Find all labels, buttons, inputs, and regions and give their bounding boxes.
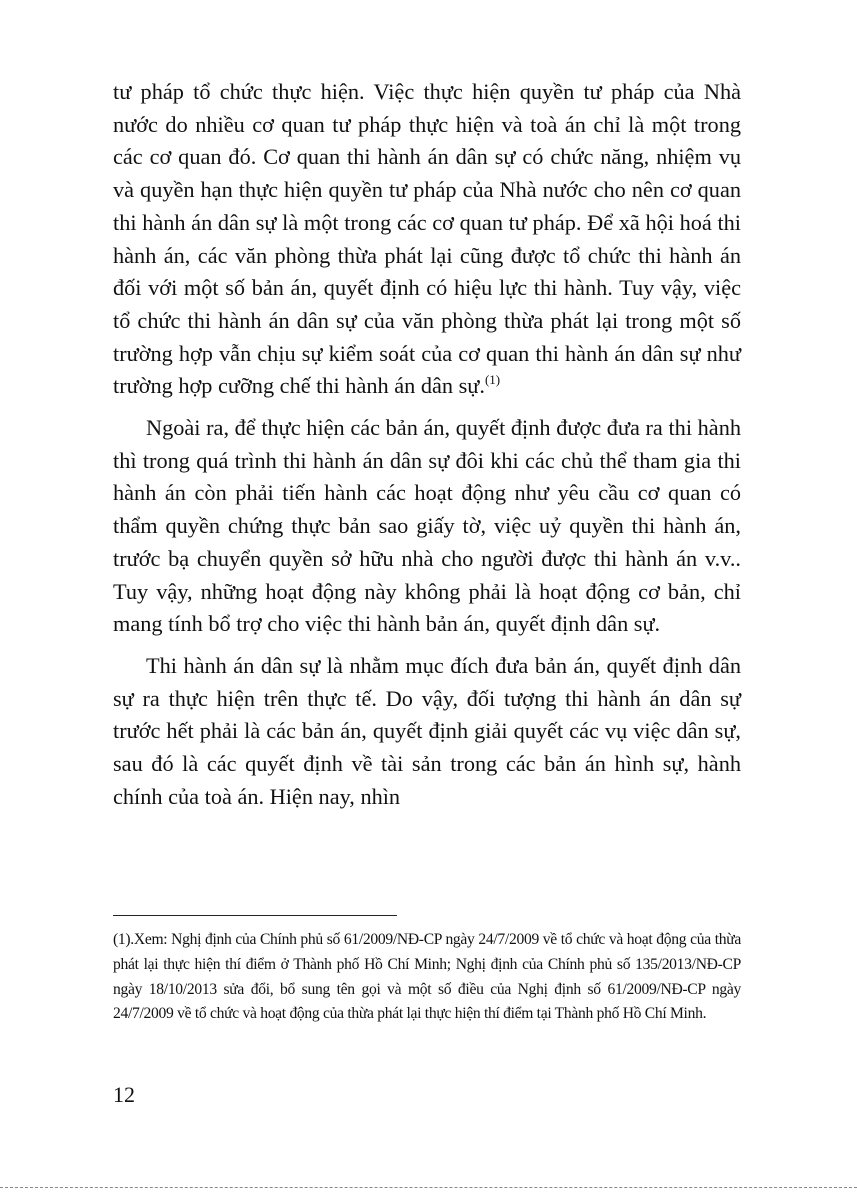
paragraph-3: Thi hành án dân sự là nhằm mục đích đưa bản án, quyết định dân sự ra thực hiện trên thực tế. Do vậy, đối tượng thi hành án dân sự trước hết phải là các bản án, quyết định giải quyết các vụ việc dân sự, sau đó là các quyết định về tài sản trong các bản án hình sự, hành chính của toà án. Hiện nay, nhìn xyxy=(113,652,741,809)
paragraph-1-text: tư pháp tổ chức thực hiện. Việc thực hiện quyền tư pháp của Nhà nước do nhiều cơ quan tư pháp thực hiện và toà án chỉ là một trong các cơ quan đó. Cơ quan thi hành án dân sự có chức năng, nhiệm vụ và quyền hạn thực hiện quyền tư pháp của Nhà nước cho nên cơ quan thi hành án dân sự là một trong các cơ quan tư pháp. Để xã hội hoá thi hành án, các văn phòng thừa phát lại cũng được tổ chức thi hành án đối với một số bản án, quyết định có hiệu lực thi hành. Tuy vậy, việc tổ chức thi hành án dân sự của văn phòng thừa phát lại trong một số trường hợp vẫn chịu sự kiểm soát của cơ quan thi hành án dân sự như trường hợp cưỡng chế thi hành án dân sự. xyxy=(113,79,741,399)
footnote-text: (1).Xem: Nghị định của Chính phủ số 61/2009/NĐ-CP ngày 24/7/2009 về tổ chức và hoạt động của thừa phát lại thực hiện thí điểm ở Thành phố Hồ Chí Minh; Nghị định của Chính phủ số 135/2013/NĐ-CP ngày 18/10/2013 sửa đổi, bổ sung tên gọi và một số điều của Nghị định số 61/2009/NĐ-CP ngày 24/7/2009 về tổ chức và hoạt động của thừa phát lại thực hiện thí điểm tại Thành phố Hồ Chí Minh. xyxy=(113,931,741,1023)
body-text xyxy=(113,76,741,813)
page-edge-divider xyxy=(0,1187,857,1188)
paragraph-2: Ngoài ra, để thực hiện các bản án, quyết định được đưa ra thi hành thì trong quá trình thi hành án dân sự đôi khi các chủ thể tham gia thi hành án còn phải tiến hành các hoạt động như yêu cầu cơ quan có thẩm quyền chứng thực bản sao giấy tờ, việc uỷ quyền thi hành án, trước bạ chuyển quyền sở hữu nhà cho người được thi hành án v.v.. Tuy vậy, những hoạt động này không phải là hoạt động cơ bản, chỉ mang tính bổ trợ cho việc thi hành bản án, quyết định dân sự. xyxy=(113,415,741,637)
footnote-divider xyxy=(113,915,397,916)
paragraph-1 xyxy=(113,76,741,403)
page-number: 12 xyxy=(113,1082,135,1107)
footnote-reference: (1) xyxy=(484,372,501,388)
